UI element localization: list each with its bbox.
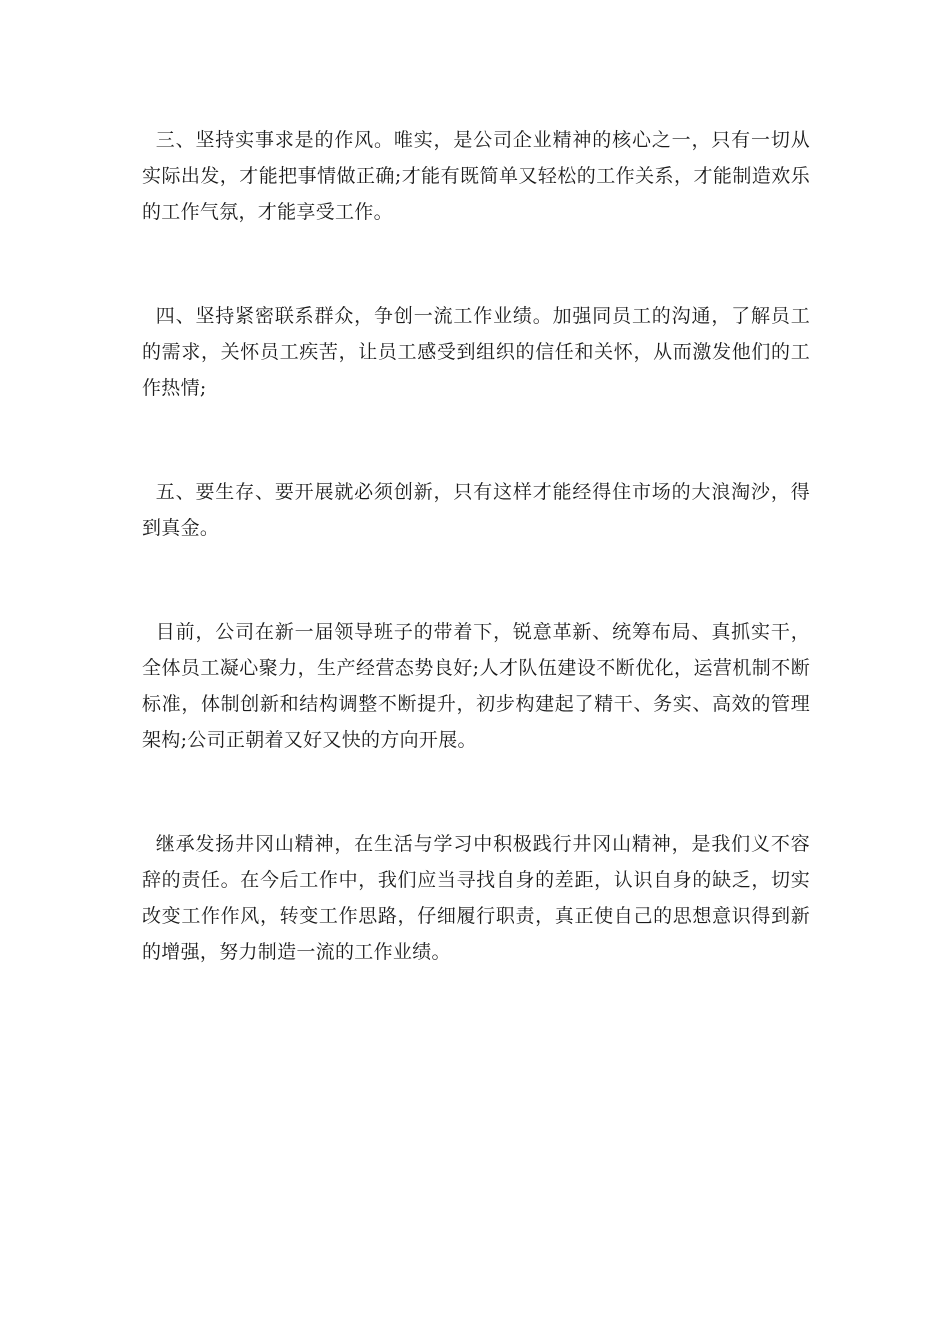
- paragraph-3: 五、要生存、要开展就必须创新，只有这样才能经得住市场的大浪淘沙，得到真金。: [142, 481, 810, 539]
- paragraph-4: 目前，公司在新一届领导班子的带着下，锐意革新、统筹布局、真抓实干，全体员工凝心聚力，生产经营态势良好;人才队伍建设不断优化，运营机制不断标准，体制创新和结构调整不断提升，初步构建起了精干、务实、高效的管理架构;公司正朝着又好又快的方向开展。: [142, 621, 810, 751]
- paragraph-5: 继承发扬井冈山精神，在生活与学习中积极践行井冈山精神，是我们义不容辞的责任。在今后工作中，我们应当寻找自身的差距，认识自身的缺乏，切实改变工作作风，转变工作思路，仔细履行职责，真正使自己的思想意识得到新的增强，努力制造一流的工作业绩。: [142, 833, 810, 963]
- paragraph-2: 四、坚持紧密联系群众，争创一流工作业绩。加强同员工的沟通，了解员工的需求，关怀员工疾苦，让员工感受到组织的信任和关怀，从而激发他们的工作热情;: [142, 305, 810, 399]
- paragraph-1: 三、坚持实事求是的作风。唯实，是公司企业精神的核心之一，只有一切从实际出发，才能把事情做正确;才能有既简单又轻松的工作关系，才能制造欢乐的工作气氛，才能享受工作。: [142, 129, 810, 223]
